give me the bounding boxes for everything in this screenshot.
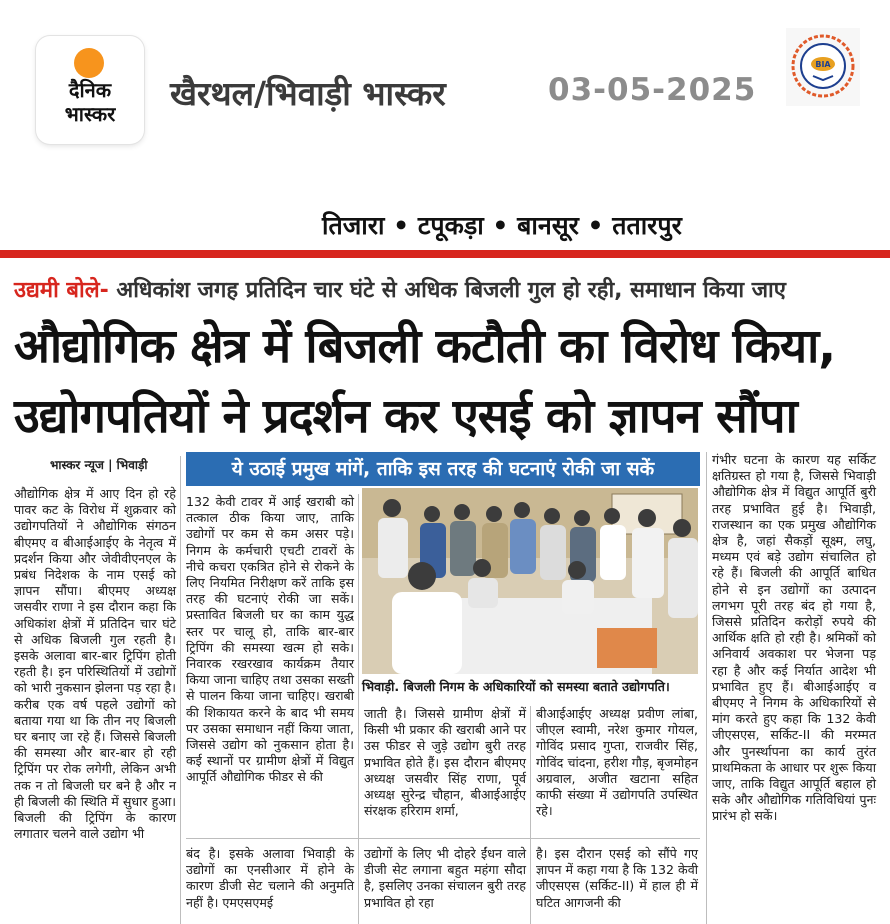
photo-caption: भिवाड़ी. बिजली निगम के अधिकारियों को समस्या बताते उद्योगपति। xyxy=(362,679,670,694)
sun-icon xyxy=(74,48,104,78)
column-4-text: गंभीर घटना के कारण यह सर्किट क्षतिग्रस्त हो गया है, जिससे भिवाड़ी औद्योगिक क्षेत्र में विद्युत आपूर्ति बुरी तरह प्रभावित हुई है। भिवाड़ी, राजस्थान का एक प्रमुख औद्योगिक क्षेत्र है, जहां सैकड़ों सूक्ष्म, लघु, मध्यम एवं बड़े उद्योग संचालित हो रहे हैं। बिजली की आपूर्ति बाधित होने से इन उद्योगों का उत्पादन लगभग पूरी तरह बंद हो गया है, जिससे प्रतिदिन करोड़ों रुपये की आर्थिक क्षति हो रही है। श्रमिकों को अनिवार्य अवकाश पर भेजना पड़ रहा है और कई निर्यात आदेश भी प्रभावित हुए हैं। बीआईआईए व बीएमए ने निगम के अधिकारियों से मांग करते हुए कहा कि 132 केवी जीएसएस, सर्किट-II की मरम्मत और पुनर्स्थापना का कार्य तुरंत प्राथमिकता के आधार पर शुरू किया जाए, ताकि विद्युत आपूर्ति बहाल हो सके और औद्योगिक गतिविधियां पुनः प्रारंभ हो सकें। xyxy=(712,452,876,824)
kicker-label: उद्यमी बोले- xyxy=(14,278,109,303)
edition-date: 03-05-2025 xyxy=(548,72,757,108)
column-3d-text: है। इस दौरान एसई को सौंपे गए ज्ञापन में कहा गया है कि 132 केवी जीएसएस (सर्किट-II) में हाल ही में घटित आगजनी की xyxy=(536,846,698,910)
column-rule-3 xyxy=(530,706,531,924)
column-rule-4 xyxy=(706,452,707,924)
headline-line-2: उद्योगपतियों ने प्रदर्शन कर एसई को ज्ञापन सौंपा xyxy=(14,389,797,444)
kicker-line xyxy=(14,274,786,304)
column-rule-1 xyxy=(180,456,181,924)
article-column-3b xyxy=(536,706,698,819)
article-column-2b xyxy=(186,846,354,911)
article-column-3c xyxy=(364,846,526,911)
headline-line-1: औद्योगिक क्षेत्र में बिजली कटौती का विरोध किया, xyxy=(14,319,836,374)
demands-subhead: ये उठाई प्रमुख मांगें, ताकि इस तरह की घटनाएं रोकी जा सकें xyxy=(186,452,700,486)
svg-text:BIA: BIA xyxy=(815,60,831,69)
column-rule-2 xyxy=(358,494,359,924)
logo-line-1: दैनिक xyxy=(68,78,112,102)
bia-association-logo xyxy=(786,28,860,106)
column-3b-text: बीआईआईए अध्यक्ष प्रवीण लांबा, जीएल स्वामी, नरेश कुमार गोयल, गोविंद प्रसाद गुप्ता, राजवीर सिंह, गोविंद चांदना, हरीश गौड़, बृजमोहन अग्रवाल, अजीत खटाना सहित काफी संख्या में उद्योगपति उपस्थित रहे। xyxy=(536,706,698,819)
local-towns-header: तिजारा • टपूकड़ा • बानसूर • ततारपुर xyxy=(322,211,682,240)
article-column-4 xyxy=(712,452,876,825)
article-column-2 xyxy=(186,494,354,786)
edition-title: खैरथल/भिवाड़ी भास्कर xyxy=(170,74,446,113)
column-2b-text: बंद है। इसके अलावा भिवाड़ी के उद्योगों का एनसीआर में होने के कारण डीजी सेट चलाने की अनुमति नहीं है। एमएसएमई xyxy=(186,846,354,910)
byline: भास्कर न्यूज | भिवाड़ी xyxy=(50,458,148,472)
article-column-1 xyxy=(14,486,176,842)
column-1-text: औद्योगिक क्षेत्र में आए दिन हो रहे पावर कट के विरोध में शुक्रवार को उद्योगपतियों ने औद्योगिक संगठन बीएमए व बीआईआईए के नेतृत्व में प्रदर्शन किया और जेवीवीएनएल के प्रबंध निदेशक के नाम एसई को ज्ञापन सौंपा। बीएमए अध्यक्ष जसवीर राणा ने इस दौरान कहा कि अधिकांश क्षेत्रों में प्रतिदिन चार घंटे से अधिक बिजली गुल रहती है। इसके अलावा बार-बार ट्रिपिंग होती रहती है। इन परिस्थितियों में उद्योगों को भारी नुकसान झेलना पड़ रहा है। करीब एक वर्ष पहले उद्योगों को बताया गया था कि तीन नए बिजली घर बनाए जा रहे हैं। जिससे बिजली की समस्या और बार-बार हो रही ट्रिपिंग पर रोक लगेगी, लेकिन अभी तक न तो बिजली घर बने है और न ही बिजली की स्थिति में सुधार हुआ। बिजली की ट्रिपिंग के कारण लगातार चलने वाले उद्योग भी xyxy=(14,486,176,842)
dainik-bhaskar-logo xyxy=(36,36,144,144)
logo-line-2: भास्कर xyxy=(64,102,116,126)
column-3a-text: जाती है। जिससे ग्रामीण क्षेत्रों में किसी भी प्रकार की खराबी आने पर उस फीडर से जुड़े उद्योग बुरी तरह प्रभावित होते हैं। इस दौरान बीएमए अध्यक्ष जसवीर सिंह राणा, पूर्व अध्यक्ष सुरेन्द्र चौहान, बीआईआईए संरक्षक हरिराम शर्मा, xyxy=(364,706,526,819)
column-3c-text: उद्योगों के लिए भी दोहरे ईंधन वाले डीजी सेट लगाना बहुत महंगा सौदा है, इसलिए उनका संचालन बुरी तरह प्रभावित हो रहा xyxy=(364,846,526,910)
column-2-text: 132 केवी टावर में आई खराबी को तत्काल ठीक किया जाए, ताकि उद्योगों पर कम से कम असर पड़े। निगम के कर्मचारी एचटी टावरों के नीचे कचरा एकत्रित होने से रोकने के लिए नियमित निरीक्षण करें ताकि इस तरह की घटनाएं रोकी जा सकें। प्रस्तावित बिजली घर का काम युद्ध स्तर पर चालू हो, ताकि बार-बार ट्रिपिंग की समस्या खत्म हो सके। निवारक रखरखाव कार्यक्रम तैयार किया जाना चाहिए तथा उसका सख्ती से पालन किया जाना चाहिए। खराबी की शिकायत करने के बाद भी समय पर उसका समाधान नहीं किया जाता, जिससे उद्योग को नुकसान होता है। कई स्थानों पर ग्रामीण क्षेत्रों में विद्युत आपूर्ति औद्योगिक फीडर से की xyxy=(186,494,354,785)
lower-divider xyxy=(186,838,700,839)
article-column-3d xyxy=(536,846,698,911)
meeting-photo xyxy=(362,488,698,674)
kicker-text: अधिकांश जगह प्रतिदिन चार घंटे से अधिक बिजली गुल हो रही, समाधान किया जाए xyxy=(108,278,786,303)
section-divider xyxy=(0,250,890,258)
article-column-3a xyxy=(364,706,526,819)
